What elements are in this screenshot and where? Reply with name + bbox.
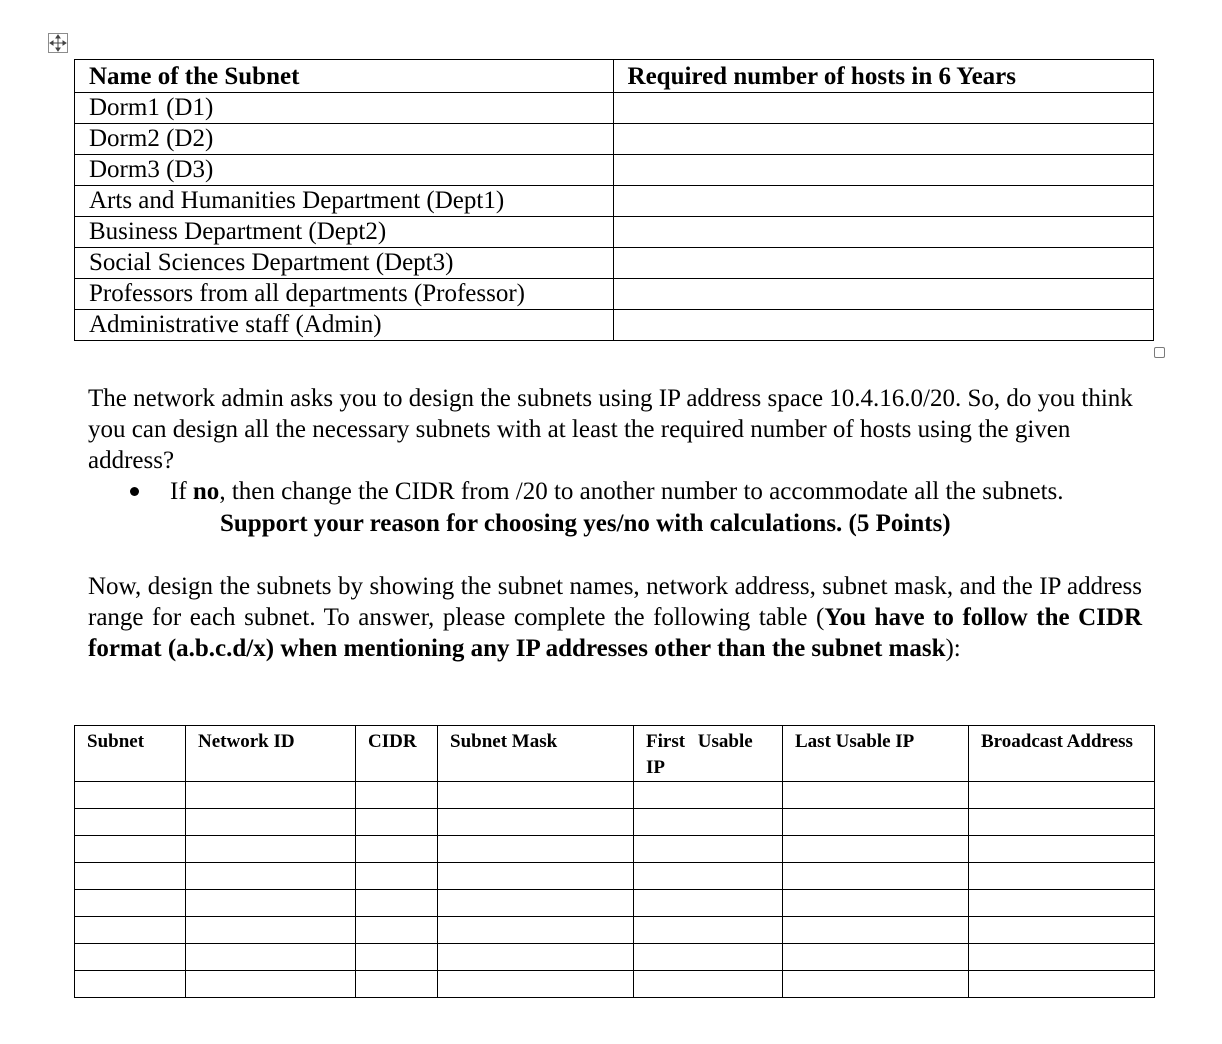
table-cell[interactable] bbox=[438, 863, 634, 890]
table-row bbox=[75, 217, 1154, 248]
bullet-icon bbox=[130, 487, 139, 496]
bullet-item bbox=[170, 476, 1064, 507]
table-cell[interactable] bbox=[969, 917, 1155, 944]
table-cell[interactable] bbox=[783, 836, 969, 863]
table-cell[interactable] bbox=[186, 809, 356, 836]
header-broadcast-address: Broadcast Address bbox=[969, 726, 1155, 782]
table-row bbox=[75, 186, 1154, 217]
table-cell[interactable] bbox=[438, 836, 634, 863]
table-resize-handle[interactable] bbox=[1154, 347, 1165, 358]
table-row bbox=[75, 155, 1154, 186]
required-hosts-cell[interactable] bbox=[613, 248, 1153, 279]
table-cell[interactable] bbox=[186, 890, 356, 917]
table-cell[interactable] bbox=[186, 971, 356, 998]
subnet-design-table bbox=[74, 725, 1155, 998]
table-cell[interactable] bbox=[356, 782, 438, 809]
required-hosts-cell[interactable] bbox=[613, 93, 1153, 124]
instruction-text: Now, design the subnets by showing the subnet names, network address, subnet mask, and the IP address range for each subnet. To answer, please complete the following table ( bbox=[88, 573, 1142, 631]
table-cell[interactable] bbox=[634, 917, 783, 944]
table-cell[interactable] bbox=[969, 782, 1155, 809]
table-cell[interactable] bbox=[75, 917, 186, 944]
table-cell[interactable] bbox=[356, 863, 438, 890]
instruction-tail: ): bbox=[945, 635, 961, 662]
required-hosts-cell[interactable] bbox=[613, 279, 1153, 310]
header-subnet: Subnet bbox=[75, 726, 186, 782]
table-cell[interactable] bbox=[634, 782, 783, 809]
table-row bbox=[75, 782, 1155, 809]
required-hosts-cell[interactable] bbox=[613, 124, 1153, 155]
table-cell[interactable] bbox=[634, 836, 783, 863]
table-cell[interactable] bbox=[783, 782, 969, 809]
table-cell[interactable] bbox=[634, 890, 783, 917]
instruction-paragraph bbox=[88, 571, 1142, 664]
table-row bbox=[75, 93, 1154, 124]
bullet-prefix: If bbox=[170, 478, 193, 505]
move-arrows-icon bbox=[49, 34, 67, 52]
table-cell[interactable] bbox=[783, 890, 969, 917]
instruction-bold: You have to follow the CIDR format (a.b.c.d/x) when mentioning any IP addresses other than the subnet mask bbox=[88, 604, 1143, 662]
table-cell[interactable] bbox=[186, 782, 356, 809]
table-cell[interactable] bbox=[783, 944, 969, 971]
table-row bbox=[75, 971, 1155, 998]
subnet-name-cell: Arts and Humanities Department (Dept1) bbox=[75, 186, 614, 217]
bullet-rest: , then change the CIDR from /20 to another number to accommodate all the subnets. bbox=[219, 478, 1064, 505]
subnet-name-cell: Administrative staff (Admin) bbox=[75, 310, 614, 341]
table-cell[interactable] bbox=[75, 863, 186, 890]
table-cell[interactable] bbox=[75, 971, 186, 998]
table-cell[interactable] bbox=[783, 863, 969, 890]
table-cell[interactable] bbox=[783, 971, 969, 998]
table-cell[interactable] bbox=[969, 890, 1155, 917]
table-cell[interactable] bbox=[438, 809, 634, 836]
table-cell[interactable] bbox=[634, 809, 783, 836]
required-hosts-cell[interactable] bbox=[613, 310, 1153, 341]
table-cell[interactable] bbox=[969, 863, 1155, 890]
table-row bbox=[75, 890, 1155, 917]
table-cell[interactable] bbox=[186, 944, 356, 971]
table-row bbox=[75, 917, 1155, 944]
question-paragraph: The network admin asks you to design the subnets using IP address space 10.4.16.0/20. So, do you think you can design all the necessary subnets with at least the required number of hosts using the given address? bbox=[88, 385, 1133, 474]
table-cell[interactable] bbox=[75, 890, 186, 917]
table-cell[interactable] bbox=[438, 890, 634, 917]
header-subnet-mask: Subnet Mask bbox=[438, 726, 634, 782]
required-hosts-cell[interactable] bbox=[613, 186, 1153, 217]
table-cell[interactable] bbox=[438, 944, 634, 971]
table-row bbox=[75, 809, 1155, 836]
table-cell[interactable] bbox=[356, 836, 438, 863]
header-required-hosts: Required number of hosts in 6 Years bbox=[613, 60, 1153, 93]
subnet-name-cell: Dorm3 (D3) bbox=[75, 155, 614, 186]
table-row bbox=[75, 310, 1154, 341]
subnet-name-cell: Dorm1 (D1) bbox=[75, 93, 614, 124]
table-cell[interactable] bbox=[75, 836, 186, 863]
subnet-name-cell: Professors from all departments (Professor) bbox=[75, 279, 614, 310]
table-cell[interactable] bbox=[75, 809, 186, 836]
table-cell[interactable] bbox=[969, 971, 1155, 998]
header-first-usable-ip: First Usable IP bbox=[634, 726, 783, 782]
table-cell[interactable] bbox=[356, 971, 438, 998]
subnet-name-cell: Dorm2 (D2) bbox=[75, 124, 614, 155]
header-network-id: Network ID bbox=[186, 726, 356, 782]
table-cell[interactable] bbox=[356, 809, 438, 836]
subnet-requirements-table bbox=[74, 59, 1154, 341]
table-cell[interactable] bbox=[438, 917, 634, 944]
table-row bbox=[75, 863, 1155, 890]
table-row bbox=[75, 944, 1155, 971]
header-subnet-name: Name of the Subnet bbox=[75, 60, 614, 93]
table-cell[interactable] bbox=[969, 836, 1155, 863]
table-header-row bbox=[75, 60, 1154, 93]
table-row bbox=[75, 279, 1154, 310]
table-cell[interactable] bbox=[634, 863, 783, 890]
table-cell[interactable] bbox=[75, 944, 186, 971]
table-cell[interactable] bbox=[356, 944, 438, 971]
table-cell[interactable] bbox=[75, 782, 186, 809]
table-cell[interactable] bbox=[969, 944, 1155, 971]
subnet-name-cell: Social Sciences Department (Dept3) bbox=[75, 248, 614, 279]
table-header-row bbox=[75, 726, 1155, 782]
table-move-handle[interactable] bbox=[48, 33, 68, 53]
table-cell[interactable] bbox=[634, 944, 783, 971]
subnet-name-cell: Business Department (Dept2) bbox=[75, 217, 614, 248]
required-hosts-cell[interactable] bbox=[613, 217, 1153, 248]
table-row bbox=[75, 248, 1154, 279]
table-cell[interactable] bbox=[438, 782, 634, 809]
table-cell[interactable] bbox=[186, 863, 356, 890]
table-cell[interactable] bbox=[969, 809, 1155, 836]
table-cell[interactable] bbox=[186, 836, 356, 863]
header-cidr: CIDR bbox=[356, 726, 438, 782]
table-cell[interactable] bbox=[356, 917, 438, 944]
table-row bbox=[75, 836, 1155, 863]
table-cell[interactable] bbox=[186, 917, 356, 944]
required-hosts-cell[interactable] bbox=[613, 155, 1153, 186]
table-cell[interactable] bbox=[783, 809, 969, 836]
table-cell[interactable] bbox=[783, 917, 969, 944]
table-row bbox=[75, 124, 1154, 155]
table-cell[interactable] bbox=[634, 971, 783, 998]
table-cell[interactable] bbox=[356, 890, 438, 917]
support-instruction: Support your reason for choosing yes/no with calculations. (5 Points) bbox=[220, 510, 951, 537]
table-cell[interactable] bbox=[438, 971, 634, 998]
header-last-usable-ip: Last Usable IP bbox=[783, 726, 969, 782]
bullet-bold-no: no bbox=[192, 478, 220, 505]
